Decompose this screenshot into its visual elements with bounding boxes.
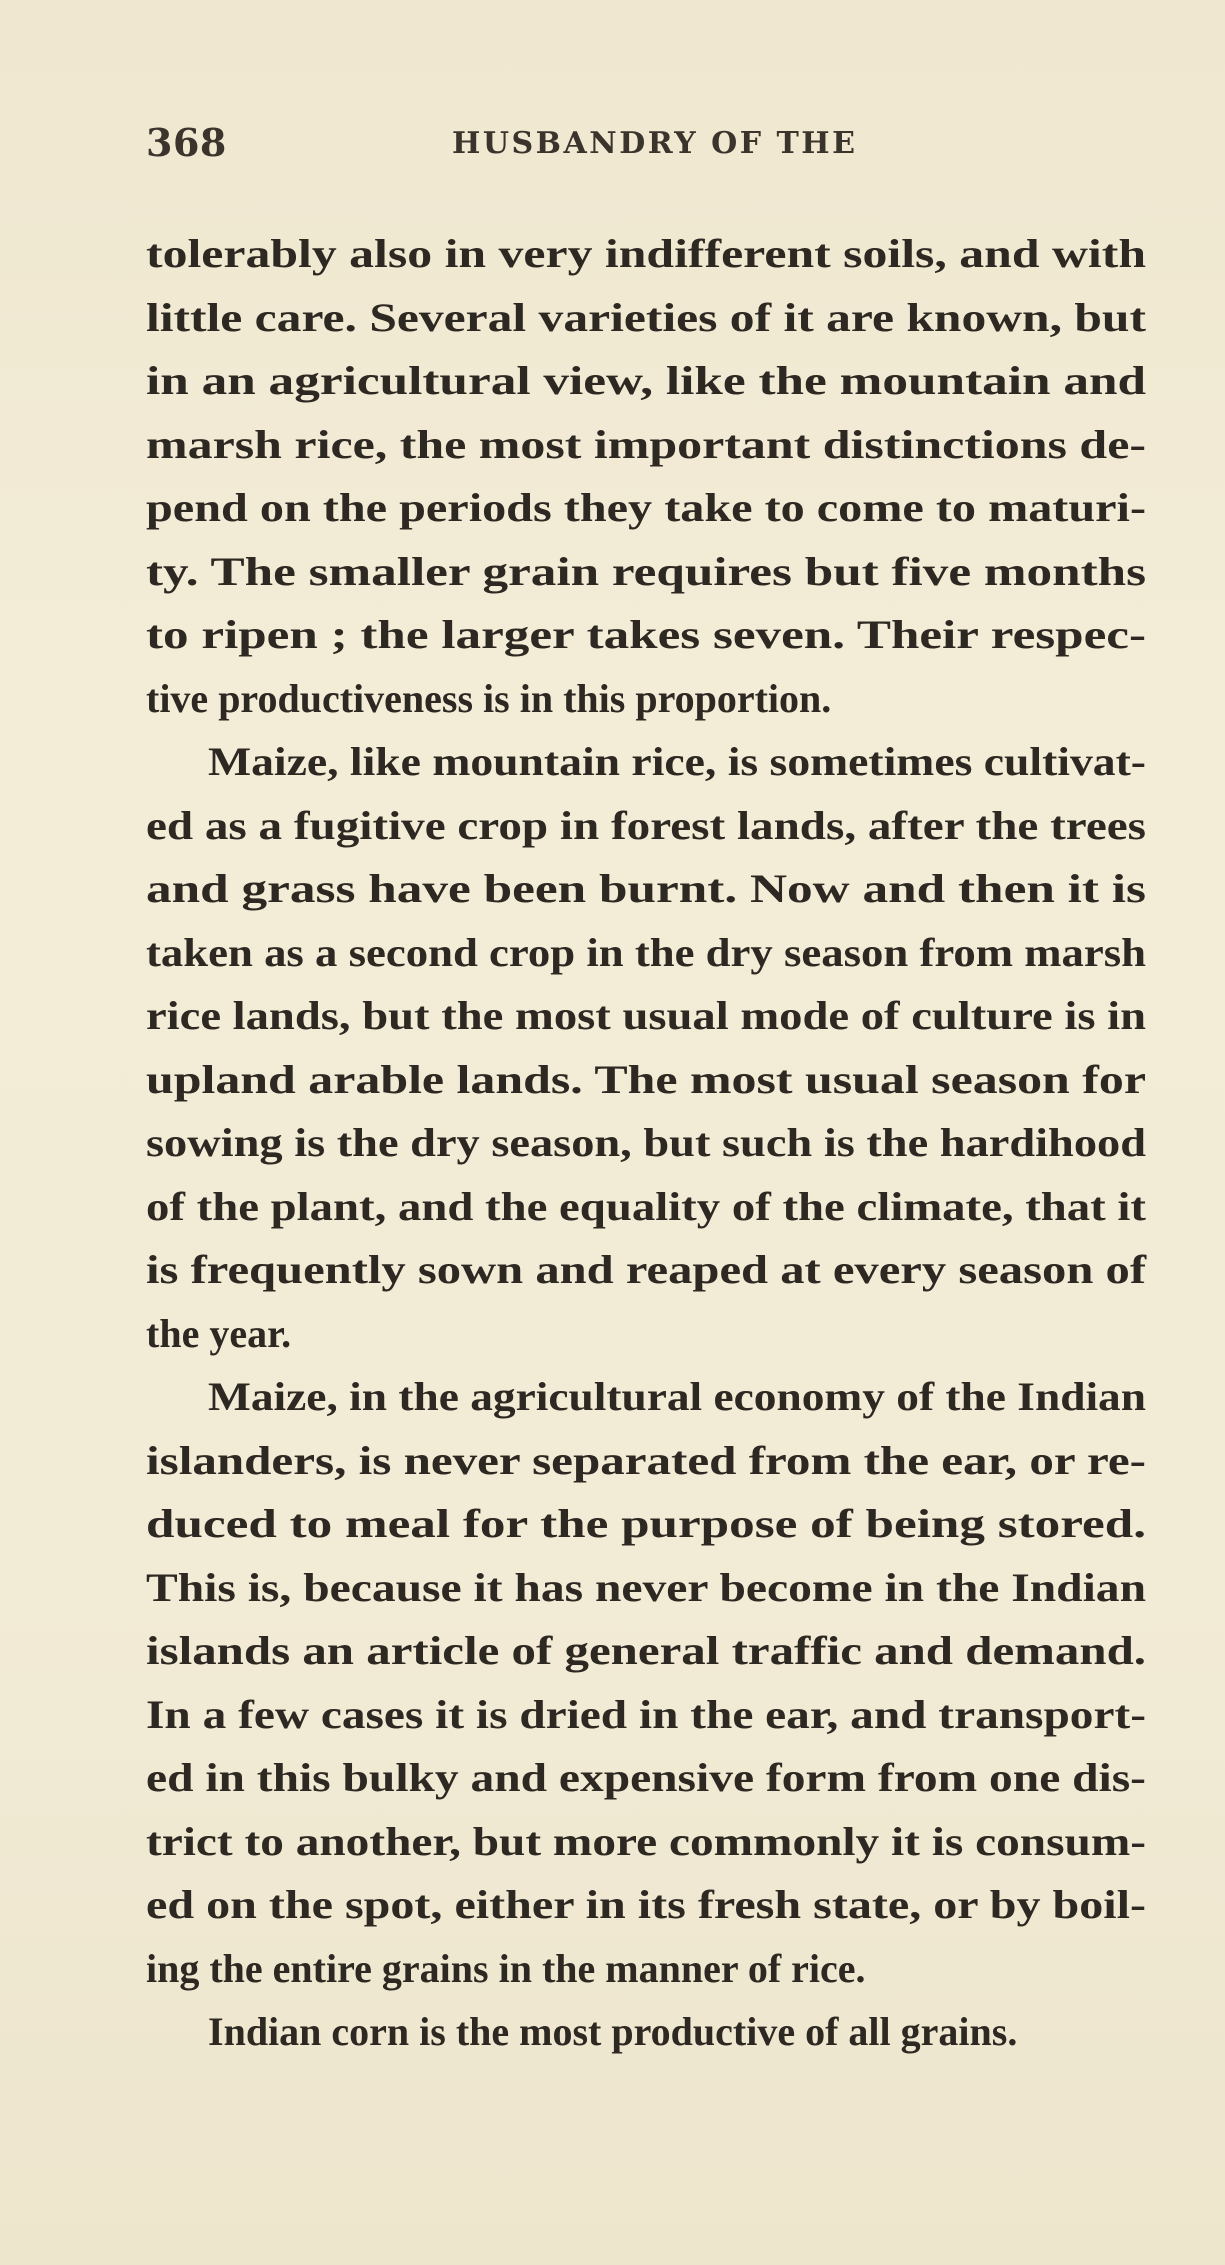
text-line: ing the entire grains in the manner of rice. [146, 1945, 866, 1991]
text-line: ty. The smaller grain requires but five months [146, 548, 1146, 594]
text-line: tolerably also in very indifferent soils, and with [146, 231, 1146, 276]
text-line: the year. [146, 1310, 292, 1356]
text-line: rice lands, but the most usual mode of culture is in [146, 993, 1146, 1038]
text-line: to ripen ; the larger takes seven. Their respec- [146, 612, 1146, 657]
paragraph-start-line: Indian corn is the most productive of all grains. [208, 2009, 1018, 2054]
text-line: in an agricultural view, like the mountain and [146, 358, 1146, 403]
text-line: marsh rice, the most important distinctions de- [146, 421, 1146, 467]
text-line: ed on the spot, either in its fresh state, or by boil- [146, 1882, 1146, 1927]
text-line: In a few cases it is dried in the ear, and transport- [146, 1691, 1146, 1737]
body-text [146, 222, 1146, 2064]
text-line: pend on the periods they take to come to maturi- [146, 485, 1146, 530]
text-line: upland arable lands. The most usual season for [146, 1056, 1146, 1102]
text-line: This is, because it has never become in the Indian [146, 1564, 1146, 1610]
text-line: ed in this bulky and expensive form from one dis- [146, 1755, 1146, 1800]
page-number: 368 [146, 120, 227, 165]
paragraph-start-line: Maize, like mountain rice, is sometimes cultivat- [208, 739, 1146, 784]
text-line: of the plant, and the equality of the climate, that it [146, 1183, 1146, 1229]
text-line: sowing is the dry season, but such is the hardihood [146, 1120, 1146, 1165]
text-line: little care. Several varieties of it are known, but [146, 294, 1146, 340]
text-line: ed as a fugitive crop in forest lands, after the trees [146, 802, 1146, 848]
text-line: islanders, is never separated from the ear, or re- [146, 1437, 1146, 1483]
paragraph-start-line: Maize, in the agricultural economy of the Indian [208, 1374, 1146, 1419]
page-header [146, 120, 1086, 176]
text-line: tive productiveness is in this proportion. [146, 675, 832, 721]
text-line: and grass have been burnt. Now and then it is [146, 866, 1146, 911]
text-line: duced to meal for the purpose of being stored. [146, 1501, 1146, 1546]
text-line: taken as a second crop in the dry season from marsh [146, 929, 1146, 975]
text-line: trict to another, but more commonly it is consum- [146, 1818, 1146, 1864]
text-line: islands an article of general traffic and demand. [146, 1628, 1146, 1673]
running-title: HUSBANDRY OF THE [452, 126, 858, 161]
text-line: is frequently sown and reaped at every season of [146, 1247, 1146, 1292]
